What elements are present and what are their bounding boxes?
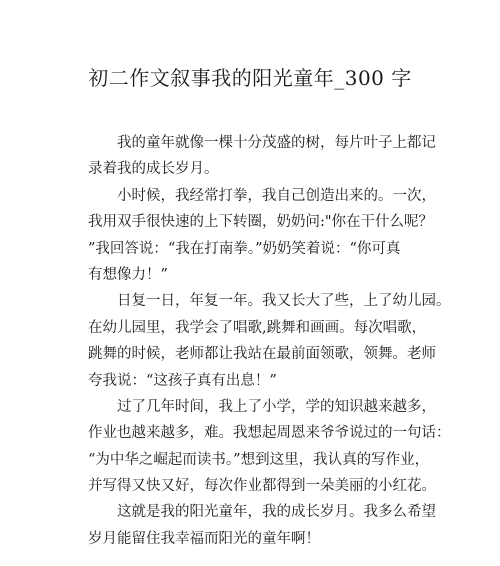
paragraph-line: ”我回答说：“我在打南拳。”奶奶笑着说：“你可真 [88, 240, 401, 257]
paragraph-line: 我的童年就像一棵十分茂盛的树，每片叶子上都记 [117, 135, 436, 151]
paragraph-line: 录着我的成长岁月。 [88, 161, 219, 178]
paragraph-line: 作业也越来越多，难。我想起周恩来爷爷说过的一句话： [88, 425, 451, 442]
paragraph-line: 小时候，我经常打拳，我自己创造出来的。一次， [117, 187, 436, 204]
paragraph-line: 岁月能留住我幸福而阳光的童年啊！ [88, 530, 320, 547]
paragraph-line: “为中华之崛起而读书。”想到这里，我认真的写作业， [88, 451, 430, 468]
paragraph-line: 并写得又快又好，每次作业都得到一朵美丽的小红花。 [88, 478, 436, 495]
document-title: 初二作文叙事我的阳光童年_300 字 [88, 66, 412, 90]
paragraph-line: 我用双手很快速的上下转圈，奶奶问:"你在干什么呢？ [88, 214, 434, 231]
paragraph-line: 有想像力！” [88, 266, 168, 283]
paragraph-line: 这就是我的阳光童年，我的成长岁月。我多么希望 [117, 504, 436, 521]
document-body [88, 130, 451, 552]
paragraph-line: 跳舞的时候，老师都让我站在最前面领歌，领舞。老师 [88, 346, 436, 363]
paragraph-line: 过了几年时间，我上了小学，学的知识越来越多， [117, 398, 436, 415]
paragraph-line: 日复一日，年复一年。我又长大了些，上了幼儿园。 [117, 293, 451, 310]
paragraph-line: 夸我说：“这孩子真有出息！” [88, 372, 277, 389]
paragraph-line: 在幼儿园里，我学会了唱歌,跳舞和画画。每次唱歌， [88, 319, 427, 336]
